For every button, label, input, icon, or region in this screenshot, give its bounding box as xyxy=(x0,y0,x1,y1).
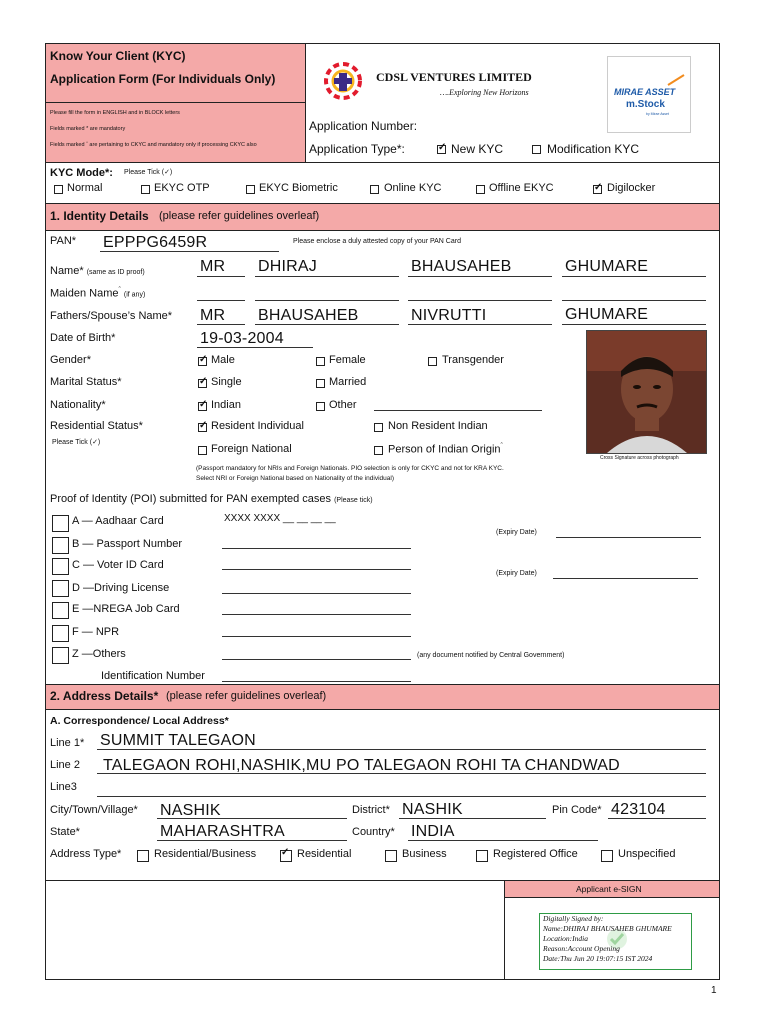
photo-caption: Cross Signature across photograph xyxy=(600,455,679,461)
nationality-other-label: Other xyxy=(329,399,357,411)
gender-trans-checkbox[interactable] xyxy=(428,357,437,366)
poi-expiry-label-2: (Expiry Date) xyxy=(496,570,537,577)
line1-label: Line 1* xyxy=(50,737,85,749)
dob-value[interactable]: 19-03-2004 xyxy=(200,330,284,347)
country-label: Country* xyxy=(352,826,395,838)
nationality-other-checkbox[interactable] xyxy=(316,402,325,411)
poi-npr-checkbox[interactable] xyxy=(52,625,69,642)
poi-aadhaar-checkbox[interactable] xyxy=(52,515,69,532)
addr-type-residential-label: Residential xyxy=(297,848,352,860)
applicant-portrait-image xyxy=(587,331,706,453)
kyc-mode-offline-label: Offline EKYC xyxy=(489,182,554,194)
city-label: City/Town/Village* xyxy=(50,804,138,816)
address-section-note: (please refer guidelines overleaf) xyxy=(166,690,327,702)
name-first[interactable]: DHIRAJ xyxy=(258,258,317,275)
nationality-label: Nationality* xyxy=(50,399,106,411)
kyc-mode-ekyc-bio-label: EKYC Biometric xyxy=(259,182,338,194)
res-nri-label: Non Resident Indian xyxy=(388,420,488,432)
line3-label: Line3 xyxy=(50,781,77,793)
poi-voter-checkbox[interactable] xyxy=(52,558,69,575)
addr-type-business-label: Business xyxy=(402,848,447,860)
identification-number-label: Identification Number xyxy=(101,670,205,682)
new-kyc-checkbox[interactable] xyxy=(437,145,446,154)
marital-married-label: Married xyxy=(329,376,367,388)
pan-note: Please enclose a duly attested copy of your PAN Card xyxy=(293,238,461,245)
passport-note-1: (Passport mandatory for NRIs and Foreign Nationals. PIO selection is only for CKYC and not for KRA KYC. xyxy=(196,465,504,472)
res-pio-label: Person of Indian Origin$^ˆ$ xyxy=(388,443,503,456)
poi-dl-label: D —Driving License xyxy=(72,582,170,594)
district-label: District* xyxy=(352,804,390,816)
signature-line-1: Digitally Signed by: xyxy=(543,914,604,923)
modification-kyc-checkbox[interactable] xyxy=(532,145,541,154)
name-middle[interactable]: BHAUSAHEB xyxy=(411,258,512,275)
poi-others-label: Z —Others xyxy=(72,648,126,660)
applicant-photo xyxy=(586,330,707,454)
poi-npr-label: F — NPR xyxy=(72,626,120,638)
header-note-3: Fields marked ˆ are pertaining to CKYC and mandatory only if processing CKYC also xyxy=(50,142,257,148)
kyc-mode-ekyc-otp-checkbox[interactable] xyxy=(141,185,150,194)
header-note-1: Please fill the form in ENGLISH and in BLOCK letters xyxy=(50,110,180,116)
res-individual-checkbox[interactable] xyxy=(198,423,207,432)
father-last[interactable]: GHUMARE xyxy=(565,306,649,323)
poi-dl-checkbox[interactable] xyxy=(52,580,69,597)
poi-aadhaar-value[interactable]: XXXX XXXX __ __ __ __ xyxy=(224,513,336,524)
name-last[interactable]: GHUMARE xyxy=(565,258,649,275)
poi-heading: Proof of Identity (POI) submitted for PAN exempted cases (Please tick) xyxy=(50,493,373,505)
nationality-indian-checkbox[interactable] xyxy=(198,402,207,411)
poi-others-checkbox[interactable] xyxy=(52,647,69,664)
gender-female-label: Female xyxy=(329,354,366,366)
addr-type-regoffice-checkbox[interactable] xyxy=(476,850,488,862)
kyc-mode-online-checkbox[interactable] xyxy=(370,185,379,194)
kyc-mode-online-label: Online KYC xyxy=(384,182,442,194)
pan-value[interactable]: EPPPG6459R xyxy=(103,234,208,251)
mirae-brand: MIRAE ASSET xyxy=(614,87,676,97)
father-first[interactable]: BHAUSAHEB xyxy=(258,307,359,324)
res-foreign-checkbox[interactable] xyxy=(198,446,207,455)
poi-expiry-label-1: (Expiry Date) xyxy=(496,529,537,536)
mirae-logo xyxy=(607,56,691,133)
father-label: Fathers/Spouse’s Name* xyxy=(50,310,173,322)
poi-aadhaar-label: A — Aadhaar Card xyxy=(72,515,164,527)
line2-label: Line 2 xyxy=(50,759,80,771)
pin-value[interactable]: 423104 xyxy=(611,801,666,818)
kyc-mode-digilocker-label: Digilocker xyxy=(607,182,656,194)
esign-header: Applicant e-SIGN xyxy=(576,884,642,894)
passport-note-2: Select NRI or Foreign National based on Nationality of the individual) xyxy=(196,475,394,482)
company-tagline: ….Exploring New Horizons xyxy=(440,88,529,97)
res-pio-checkbox[interactable] xyxy=(374,446,383,455)
address-section-title: 2. Address Details* xyxy=(50,689,159,703)
name-title[interactable]: MR xyxy=(200,258,226,275)
cdsl-logo xyxy=(316,53,370,107)
header-title-line2: Application Form (For Individuals Only) xyxy=(50,72,276,86)
addr-type-resbiz-checkbox[interactable] xyxy=(137,850,149,862)
res-nri-checkbox[interactable] xyxy=(374,423,383,432)
address-subheading: A. Correspondence/ Local Address* xyxy=(50,715,229,727)
kyc-mode-digilocker-checkbox[interactable] xyxy=(593,185,602,194)
city-value[interactable]: NASHIK xyxy=(160,802,221,819)
new-kyc-label: New KYC xyxy=(451,142,504,156)
application-type-label: Application Type*: xyxy=(309,142,405,156)
header-title-line1: Know Your Client (KYC) xyxy=(50,49,186,63)
dob-label: Date of Birth* xyxy=(50,332,116,344)
marital-married-checkbox[interactable] xyxy=(316,379,325,388)
father-middle[interactable]: NIVRUTTI xyxy=(411,307,487,324)
line2-value[interactable]: TALEGAON ROHI,NASHIK,MU PO TALEGAON ROHI TA CHANDWAD xyxy=(103,757,620,774)
company-name: CDSL VENTURES LIMITED xyxy=(376,70,532,84)
addr-type-unspecified-label: Unspecified xyxy=(618,848,676,860)
maiden-label: Maiden Name$^ˆ$ (if any) xyxy=(50,287,146,300)
identity-section-note: (please refer guidelines overleaf) xyxy=(159,210,320,222)
pan-label: PAN* xyxy=(50,235,77,247)
name-label: Name* (same as ID proof) xyxy=(50,265,145,277)
addr-type-unspecified-checkbox[interactable] xyxy=(601,850,613,862)
signature-line-4: Reason:Account Opening xyxy=(543,944,620,953)
marital-single-checkbox[interactable] xyxy=(198,379,207,388)
kyc-mode-normal-checkbox[interactable] xyxy=(54,185,63,194)
kyc-mode-ekyc-bio-checkbox[interactable] xyxy=(246,185,255,194)
addr-type-resbiz-label: Residential/Business xyxy=(154,848,257,860)
poi-passport-checkbox[interactable] xyxy=(52,537,69,554)
page-number: 1 xyxy=(711,985,717,996)
signature-line-2: Name:DHIRAJ BHAUSAHEB GHUMARE xyxy=(543,924,672,933)
addr-type-residential-checkbox[interactable] xyxy=(280,850,292,862)
kyc-mode-offline-checkbox[interactable] xyxy=(476,185,485,194)
gender-label: Gender* xyxy=(50,354,91,366)
address-type-label: Address Type* xyxy=(50,848,122,860)
gender-female-checkbox[interactable] xyxy=(316,357,325,366)
district-value[interactable]: NASHIK xyxy=(402,801,463,818)
kyc-mode-ekyc-otp-label: EKYC OTP xyxy=(154,182,210,194)
father-title[interactable]: MR xyxy=(200,307,226,324)
poi-others-note: (any document notified by Central Government) xyxy=(417,652,565,659)
marital-single-label: Single xyxy=(211,376,242,388)
signature-line-3: Location:India xyxy=(543,934,588,943)
addr-type-regoffice-label: Registered Office xyxy=(493,848,578,860)
state-label: State* xyxy=(50,826,80,838)
poi-voter-label: C — Voter ID Card xyxy=(72,559,164,571)
header-note-2: Fields marked * are mandatory xyxy=(50,126,126,132)
nationality-indian-label: Indian xyxy=(211,399,241,411)
application-number-label: Application Number: xyxy=(309,119,418,133)
gender-trans-label: Transgender xyxy=(442,354,504,366)
pin-label: Pin Code* xyxy=(552,804,602,816)
mirae-product: m.Stock xyxy=(626,99,665,110)
residential-label: Residential Status* xyxy=(50,420,143,432)
mirae-sub: by Mirae Asset xyxy=(646,112,669,116)
res-individual-label: Resident Individual xyxy=(211,420,304,432)
identity-section-title: 1. Identity Details xyxy=(50,209,149,223)
kyc-mode-tick-note: Please Tick (✓) xyxy=(124,169,173,176)
poi-nrega-label: E —NREGA Job Card xyxy=(72,603,180,615)
poi-passport-label: B — Passport Number xyxy=(72,538,183,550)
kyc-mode-normal-label: Normal xyxy=(67,182,103,194)
kyc-mode-label: KYC Mode*: xyxy=(50,167,113,179)
line1-value[interactable]: SUMMIT TALEGAON xyxy=(100,732,256,749)
country-value[interactable]: INDIA xyxy=(411,823,455,840)
signature-line-5: Date:Thu Jun 20 19:07:15 IST 2024 xyxy=(543,954,653,963)
mirae-swoosh-icon xyxy=(666,73,686,87)
addr-type-business-checkbox[interactable] xyxy=(385,850,397,862)
marital-label: Marital Status* xyxy=(50,376,122,388)
modification-kyc-label: Modification KYC xyxy=(547,142,640,156)
res-foreign-label: Foreign National xyxy=(211,443,292,455)
gender-male-label: Male xyxy=(211,354,235,366)
gender-male-checkbox[interactable] xyxy=(198,357,207,366)
poi-nrega-checkbox[interactable] xyxy=(52,602,69,619)
state-value[interactable]: MAHARASHTRA xyxy=(160,823,285,840)
residential-tick-note: Please Tick (✓) xyxy=(52,439,101,446)
